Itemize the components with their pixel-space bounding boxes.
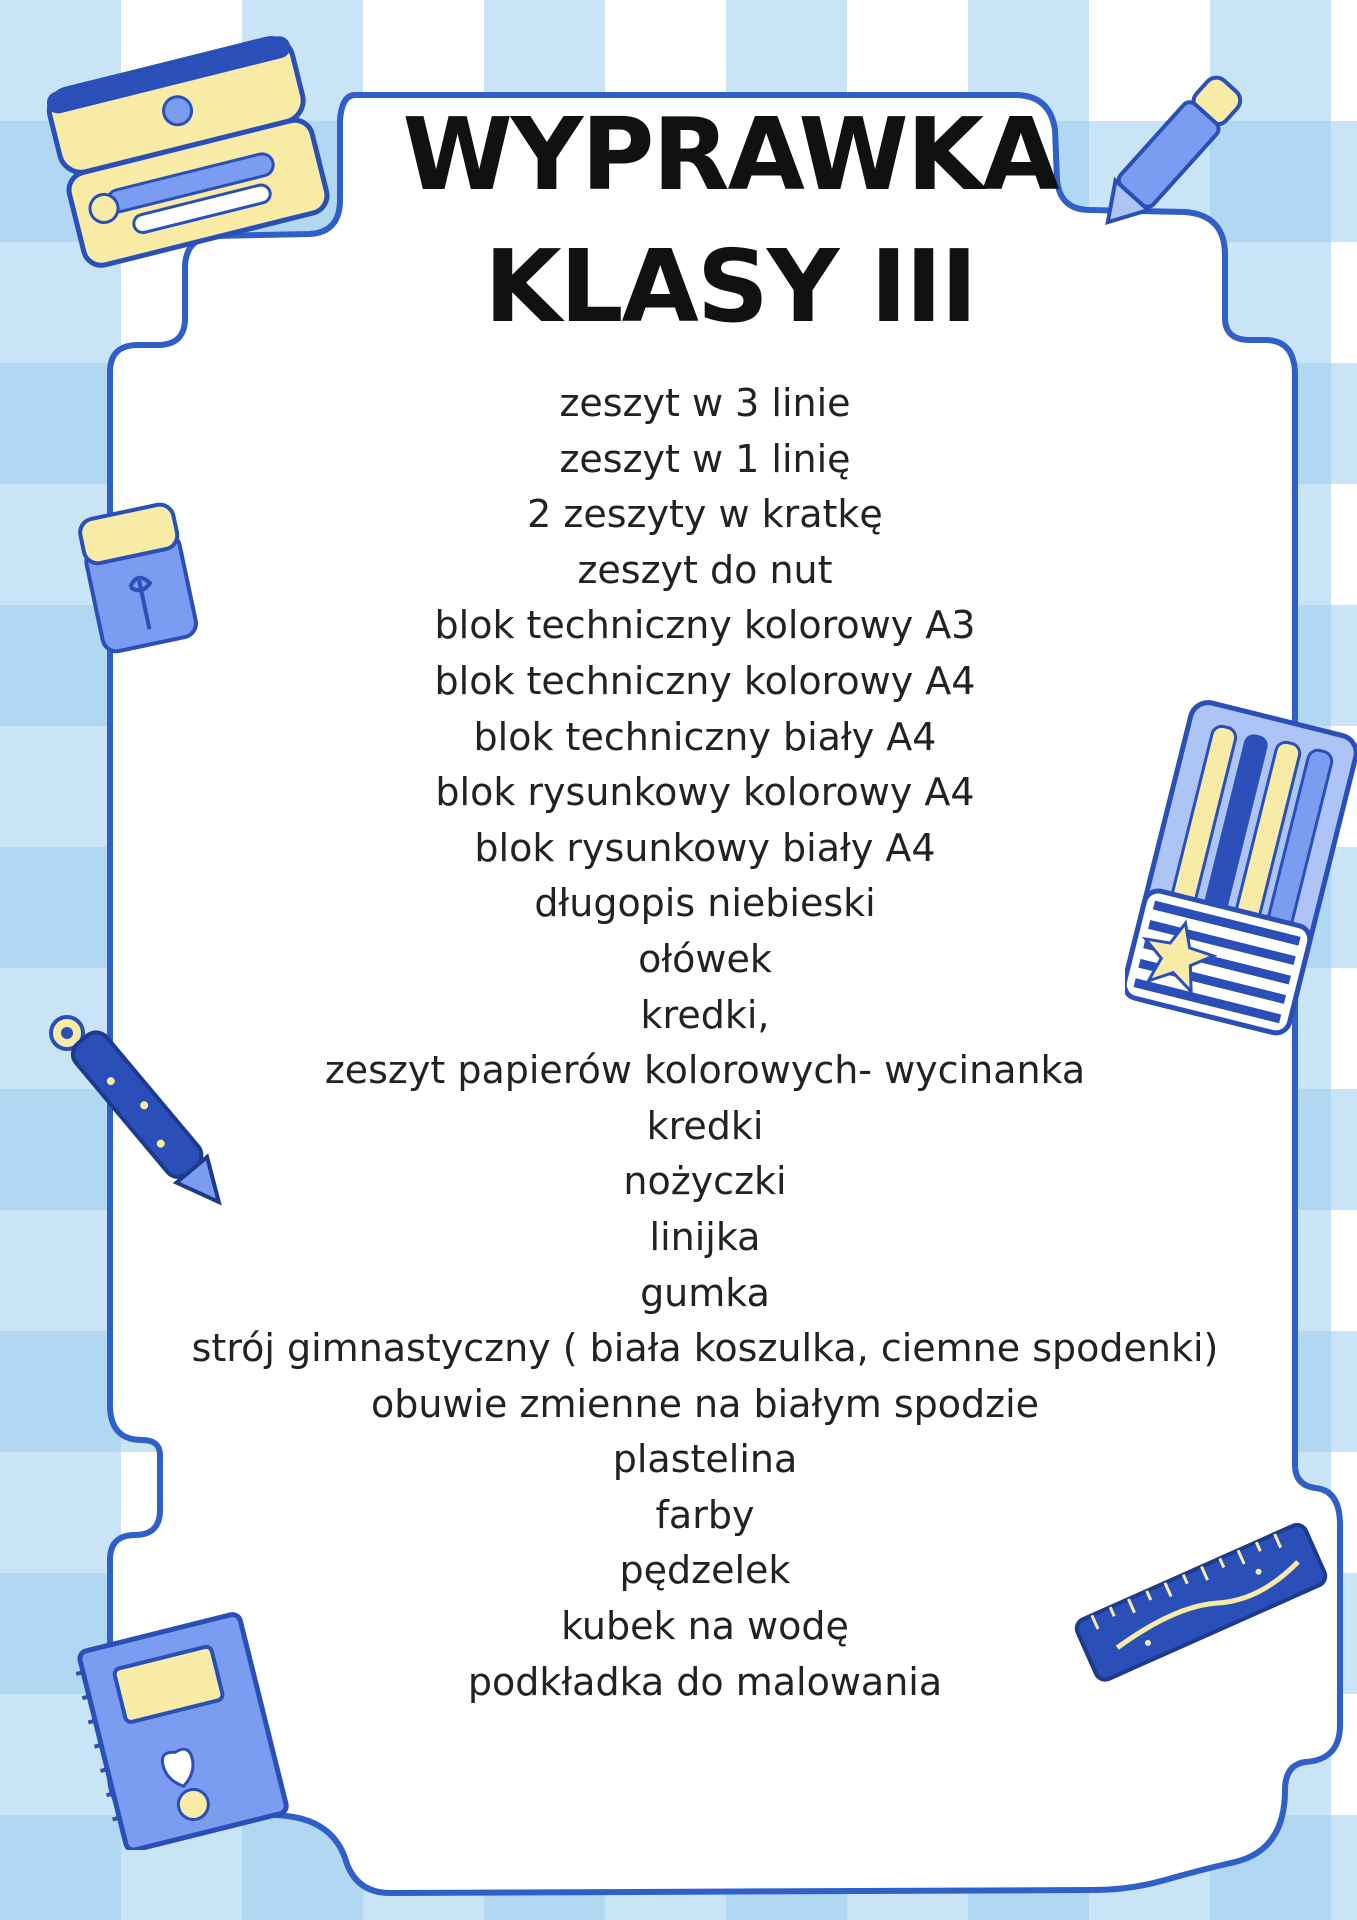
list-item: zeszyt papierów kolorowych- wycinanka	[324, 1048, 1086, 1093]
list-item: farby	[655, 1492, 755, 1537]
list-item: 2 zeszyty w kratkę	[527, 492, 883, 537]
page-title-line-1: WYPRAWKA	[402, 96, 1058, 213]
list-item: blok techniczny biały A4	[473, 714, 937, 759]
list-item: kredki,	[640, 992, 770, 1037]
list-item: plastelina	[612, 1437, 798, 1482]
list-item: nożyczki	[623, 1159, 787, 1204]
list-item: blok rysunkowy kolorowy A4	[435, 770, 975, 815]
notebook-icon	[75, 1610, 290, 1850]
list-item: ołówek	[638, 936, 772, 981]
list-item: blok techniczny kolorowy A4	[434, 658, 976, 703]
eraser-icon	[70, 495, 210, 655]
list-item: zeszyt w 3 linie	[559, 381, 851, 425]
list-item: długopis niebieski	[534, 881, 876, 926]
pen-icon	[1080, 58, 1260, 248]
list-item: pędzelek	[619, 1548, 791, 1593]
list-item: blok rysunkowy biały A4	[474, 825, 936, 870]
list-item: zeszyt w 1 linię	[559, 436, 851, 481]
ruler-icon	[1065, 1510, 1335, 1690]
pen-icon	[45, 1005, 255, 1235]
list-item: zeszyt do nut	[577, 547, 833, 592]
page-title-line-2: KLASY III	[484, 228, 976, 345]
list-item: podkładka do malowania	[467, 1659, 943, 1704]
pencil-case-icon	[40, 20, 350, 300]
list-item: strój gimnastyczny ( biała koszulka, ciemne spodenki)	[191, 1326, 1219, 1371]
list-item: obuwie zmienne na białym spodzie	[370, 1381, 1040, 1426]
list-item: gumka	[640, 1270, 770, 1315]
list-item: linijka	[649, 1214, 761, 1259]
list-item: kredki	[646, 1103, 764, 1148]
list-item: blok techniczny kolorowy A3	[434, 603, 976, 648]
pen-set-case-icon	[1125, 700, 1357, 1040]
list-item: kubek na wodę	[561, 1604, 849, 1649]
